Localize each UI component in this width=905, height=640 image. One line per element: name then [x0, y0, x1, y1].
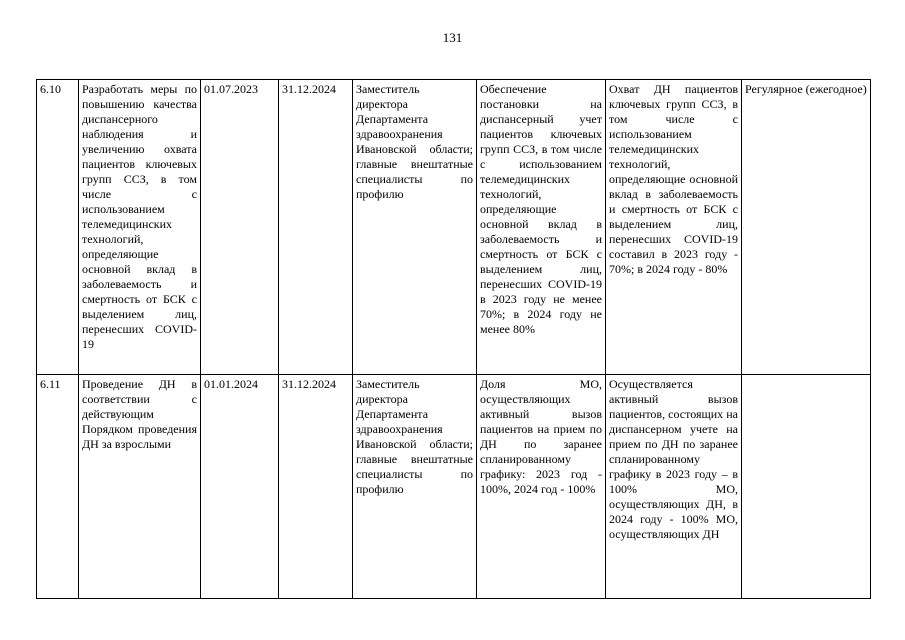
result-cell: Охват ДН пациентов ключевых групп ССЗ, в том числе с использованием телемедицинских технологий, определяющие основной вклад в заболеваемость и смертность от БСК с выделением лиц, перенесших COVID-19 составил в 2023 году - 70%; в 2024 году - 80% [606, 80, 742, 375]
result-cell: Осуществляется активный вызов пациентов, состоящих на диспансерном учете на прием по ДН по заранее спланированному графику в 2023 году – в 100% МО, осуществляющих ДН, в 2024 году - 100% МО, осуществляющих ДН [606, 375, 742, 599]
row-number: 6.11 [37, 375, 79, 599]
table-row [37, 375, 871, 599]
indicator-cell: Доля МО, осуществляющих активный вызов пациентов на прием по ДН по заранее спланированному графику: 2023 год - 100%, 2024 год - 100% [477, 375, 606, 599]
frequency-cell: Регулярное (ежегодное) [742, 80, 871, 375]
start-date-cell: 01.07.2023 [201, 80, 279, 375]
frequency-cell [742, 375, 871, 599]
indicator-cell: Обеспечение постановки на диспансерный учет пациентов ключевых групп ССЗ, в том числе с использованием телемедицинских технологий, определяющие основной вклад в заболеваемость и смертность от БСК с выделением лиц, перенесших COVID-19 в 2023 году не менее 70%; в 2024 году не менее 80% [477, 80, 606, 375]
measure-cell: Разработать меры по повышению качества диспансерного наблюдения и увеличению охвата пациентов ключевых групп ССЗ, в том числе с использованием телемедицинских технологий, определяющие основной вклад в заболеваемость и смертность от БСК с выделением лиц, перенесших COVID-19 [79, 80, 201, 375]
end-date-cell: 31.12.2024 [279, 375, 353, 599]
start-date-cell: 01.01.2024 [201, 375, 279, 599]
row-number: 6.10 [37, 80, 79, 375]
action-plan-table [36, 79, 871, 599]
responsible-cell: Заместитель директора Департамента здравоохранения Ивановской области; главные внештатные специалисты по профилю [353, 375, 477, 599]
page-number: 131 [442, 30, 463, 45]
responsible-cell: Заместитель директора Департамента здравоохранения Ивановской области; главные внештатные специалисты по профилю [353, 80, 477, 375]
end-date-cell: 31.12.2024 [279, 80, 353, 375]
measure-cell: Проведение ДН в соответствии с действующим Порядком проведения ДН за взрослыми [79, 375, 201, 599]
table-row [37, 80, 871, 375]
